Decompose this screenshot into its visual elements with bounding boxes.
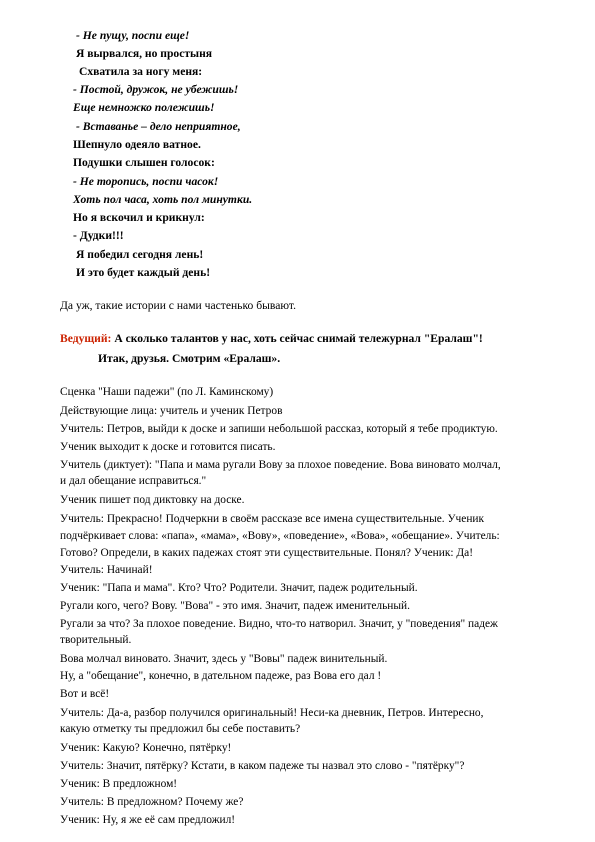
scene-line: Учитель: Да-а, разбор получился оригинальный! Неси-ка дневник, Петров. Интересно, xyxy=(60,707,484,719)
scene-line: творительный. xyxy=(60,634,132,646)
poem-line: - Не пущу, поспи еще! xyxy=(76,29,190,42)
scene-line: Ученик выходит к доске и готовится писать. xyxy=(60,441,276,453)
poem-line: Но я вскочил и крикнул: xyxy=(73,211,205,224)
poem-line: - Не торопись, поспи часок! xyxy=(73,175,219,188)
scene-line: Учитель (диктует): "Папа и мама ругали Вову за плохое поведение. Вова виновато молчал, xyxy=(60,459,501,471)
poem-line: Я победил сегодня лень! xyxy=(76,248,204,261)
scene-line: Вот и всё! xyxy=(60,688,110,700)
scene-line: Ругали кого, чего? Вову. "Вова" - это имя. Значит, падеж именительный. xyxy=(60,600,410,612)
poem-line: Хоть пол часа, хоть пол минутки. xyxy=(73,193,253,206)
host-line-2: Итак, друзья. Смотрим «Ералаш». xyxy=(98,352,281,365)
scene-line: Ну, а "обещание", конечно, в дательном падеже, раз Вова его дал ! xyxy=(60,670,382,682)
scene-line: Ученик: "Папа и мама". Кто? Что? Родители. Значит, падеж родительный. xyxy=(60,582,418,594)
scene-line: Ругали за что? За плохое поведение. Видно, что-то натворил. Значит, у "поведения" падеж xyxy=(60,618,498,630)
poem-line: И это будет каждый день! xyxy=(76,266,211,279)
scene-line: какую отметку ты предложил бы себе поставить? xyxy=(60,723,301,735)
host-text: А сколько талантов у нас, хоть сейчас снимай тележурнал "Ералаш"! xyxy=(114,332,483,345)
poem-line: - Постой, дружок, не убежишь! xyxy=(73,83,239,96)
poem-line: Еще немножко полежишь! xyxy=(73,101,215,114)
scene-line: Ученик: Ну, я же её сам предложил! xyxy=(60,814,236,826)
poem-line: - Дудки!!! xyxy=(73,229,124,242)
scene-line: Вова молчал виновато. Значит, здесь у "Вовы" падеж винительный. xyxy=(60,653,388,665)
poem-line: Шепнуло одеяло ватное. xyxy=(73,138,201,151)
scene-line: Учитель: Петров, выйди к доске и запиши небольшой рассказ, который я тебе продиктую. xyxy=(60,423,498,435)
scene-line: Учитель: Значит, пятёрку? Кстати, в каком падеже ты назвал это слово - "пятёрку"? xyxy=(60,760,465,772)
poem-line: Я вырвался, но простыня xyxy=(76,47,213,60)
scene-line: Ученик: В предложном! xyxy=(60,778,178,790)
poem-line: - Вставанье – дело неприятное, xyxy=(76,120,241,133)
scene-line: Готово? Определи, в каких падежах стоят эти существительные. Понял? Ученик: Да! xyxy=(60,547,474,559)
remark-text: Да уж, такие истории с нами частенько бывают. xyxy=(60,299,296,312)
scene-line: и дал обещание исправиться." xyxy=(60,475,207,487)
scene-line: Ученик пишет под диктовку на доске. xyxy=(60,494,245,506)
scene-line: Действующие лица: учитель и ученик Петров xyxy=(60,405,283,417)
host-line-1 xyxy=(60,332,483,346)
host-label: Ведущий: xyxy=(60,332,112,345)
scene-line: Учитель: Начинай! xyxy=(60,564,153,576)
scene-title: Сценка "Наши падежи" (по Л. Каминскому) xyxy=(60,386,274,398)
poem-line: Схватила за ногу меня: xyxy=(79,65,203,78)
poem-line: Подушки слышен голосок: xyxy=(73,156,215,169)
scene-line: Ученик: Какую? Конечно, пятёрку! xyxy=(60,742,232,754)
scene-line: Учитель: Прекрасно! Подчеркни в своём рассказе все имена существительные. Ученик xyxy=(60,513,485,525)
scene-line: Учитель: В предложном? Почему же? xyxy=(60,796,244,808)
scene-line: подчёркивает слова: «папа», «мама», «Вову», «поведение», «Вова», «обещание». Учитель: xyxy=(60,530,500,542)
